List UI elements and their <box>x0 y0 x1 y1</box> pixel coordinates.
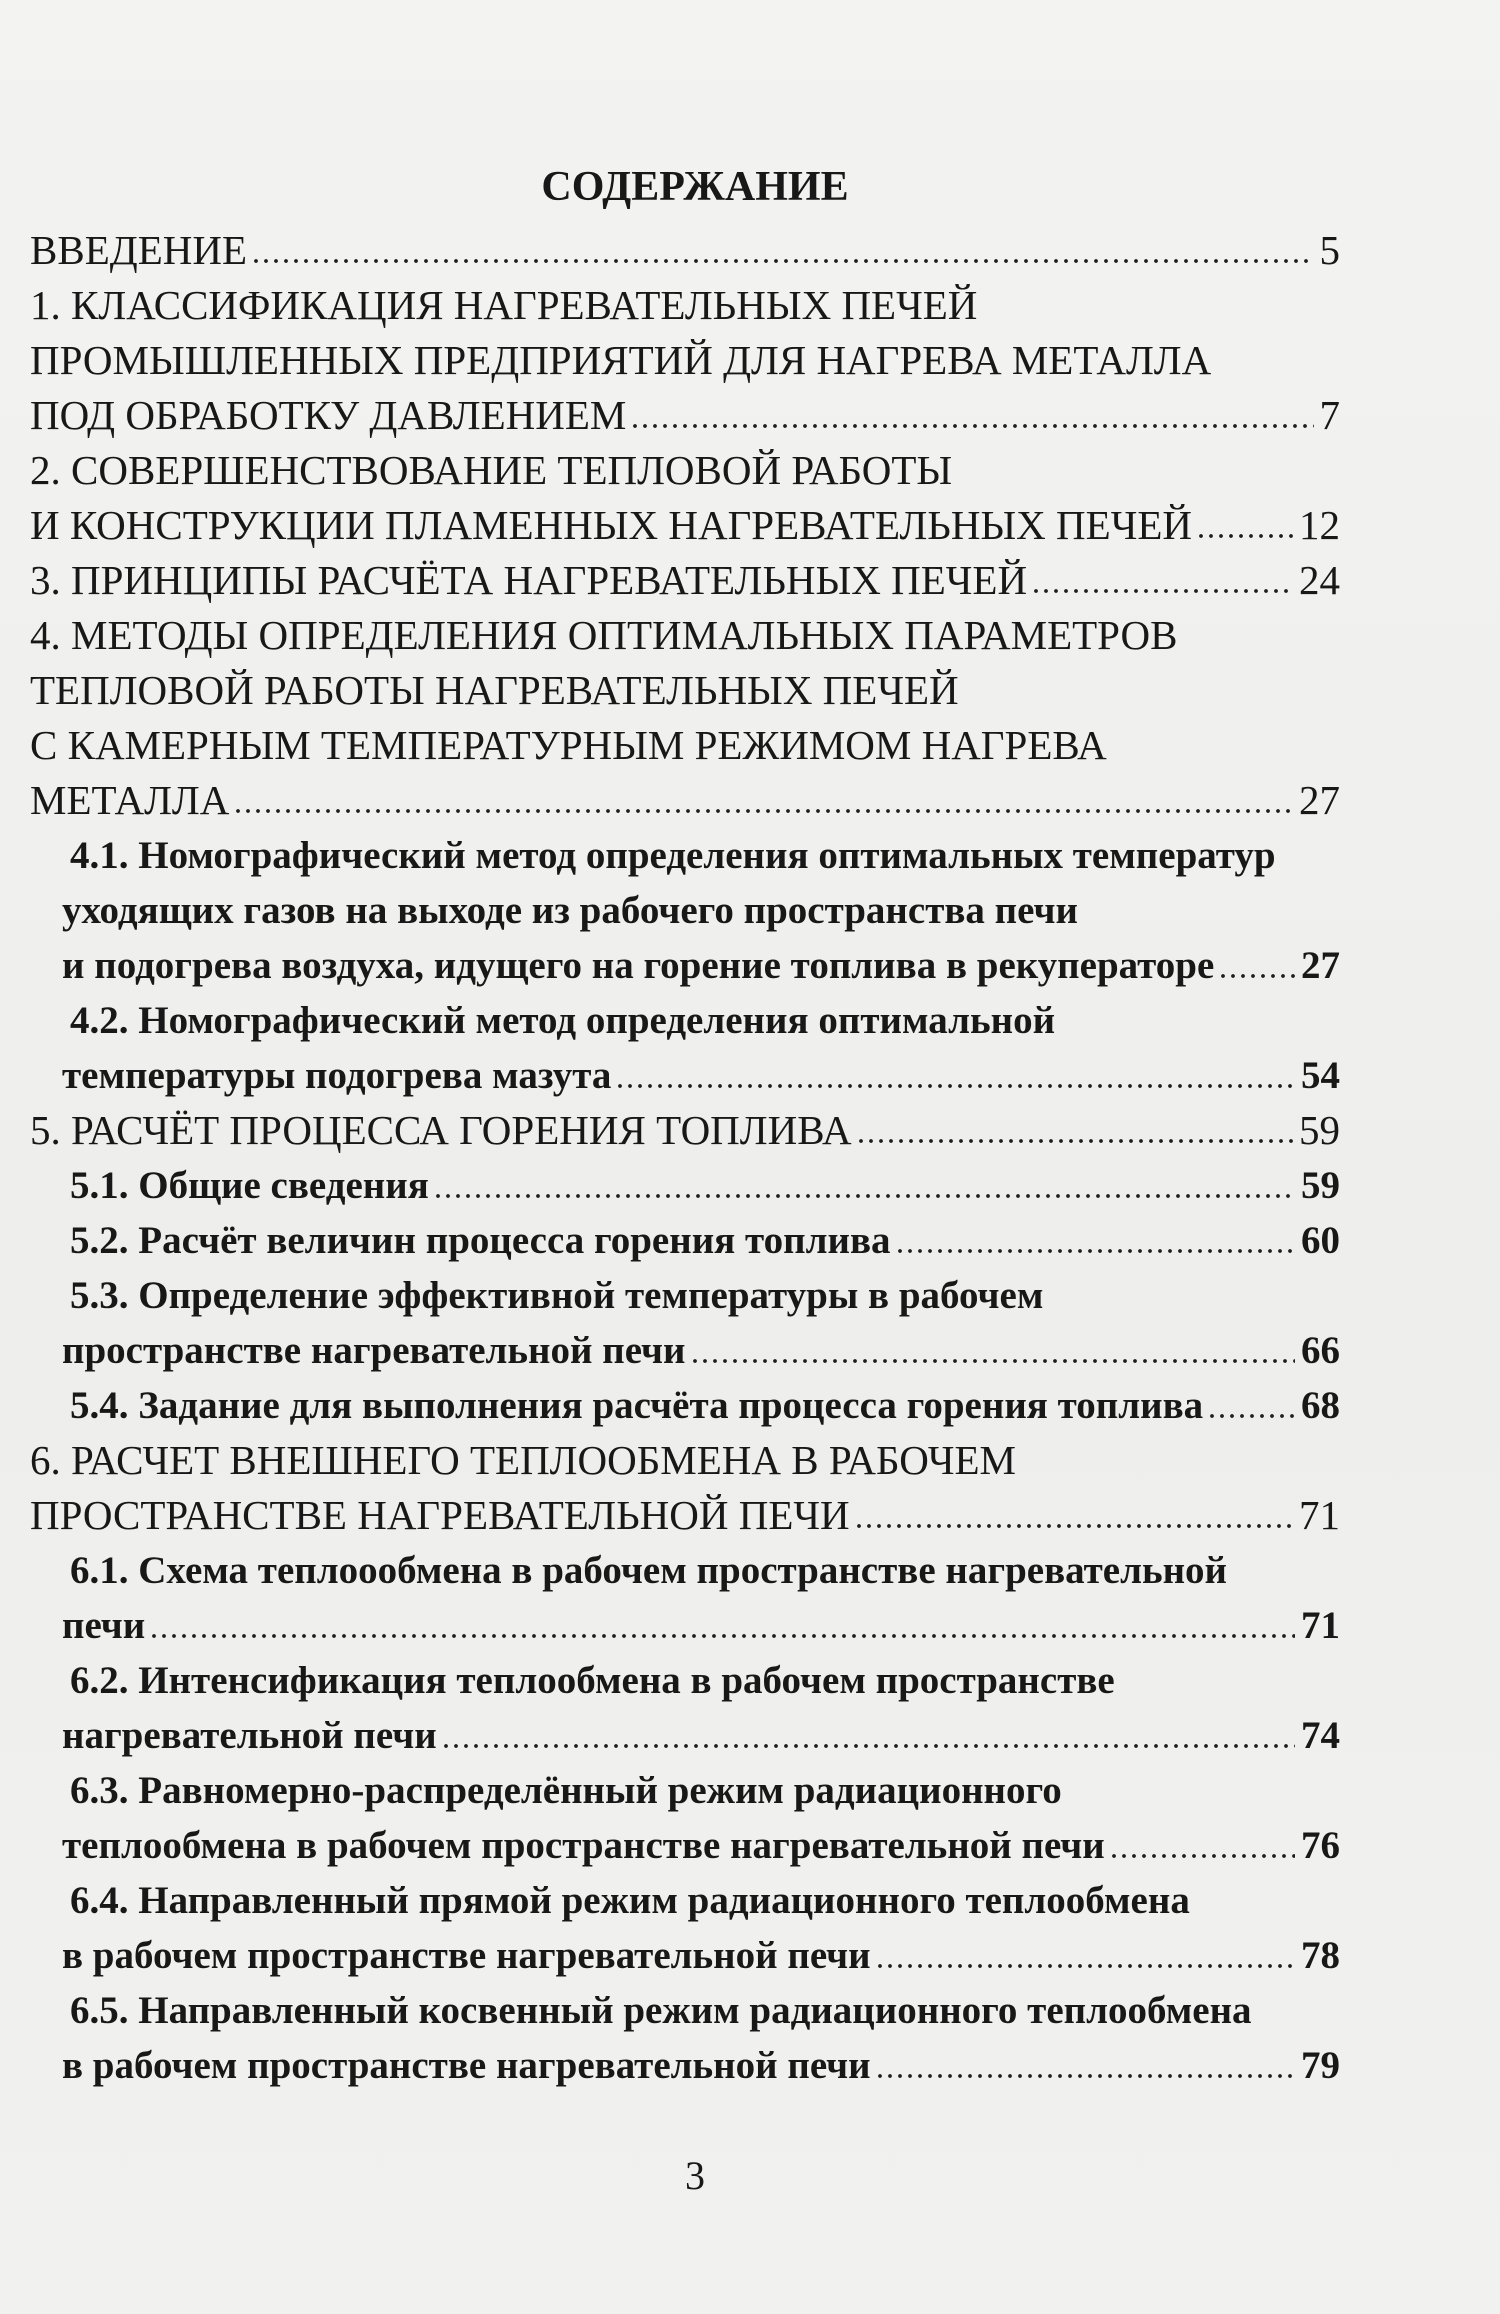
toc-line-text: 5.4. Задание для выполнения расчёта процесса горения топлива <box>70 1384 1204 1427</box>
dot-leader <box>1207 1378 1295 1433</box>
toc-section <box>30 828 1340 993</box>
page-number: 3 <box>685 2153 705 2198</box>
toc-page-number: 76 <box>1301 1824 1340 1867</box>
page-title: СОДЕРЖАНИЕ <box>541 164 849 210</box>
toc-section <box>30 993 1340 1103</box>
toc-line <box>30 938 1340 993</box>
toc-line-text: уходящих газов на выходе из рабочего пространства печи <box>62 889 1078 932</box>
dot-leader <box>1109 1818 1295 1873</box>
toc-line <box>30 1928 1340 1983</box>
dot-leader <box>875 1928 1295 1983</box>
toc-line <box>30 223 1340 278</box>
dot-leader <box>149 1598 1295 1653</box>
toc-line-text: 4. МЕТОДЫ ОПРЕДЕЛЕНИЯ ОПТИМАЛЬНЫХ ПАРАМЕТРОВ <box>30 612 1178 658</box>
toc-line <box>30 498 1340 553</box>
dot-leader <box>1031 553 1293 608</box>
toc-page-number: 5 <box>1319 227 1340 273</box>
toc-page-number: 74 <box>1301 1714 1340 1757</box>
toc-page-number: 71 <box>1299 1492 1340 1538</box>
toc-line-text: ВВЕДЕНИЕ <box>30 227 248 273</box>
toc-line <box>30 608 1340 663</box>
table-of-contents <box>30 223 1340 2093</box>
toc-section <box>30 1213 1340 1268</box>
toc-line-text: ПРОМЫШЛЕННЫХ ПРЕДПРИЯТИЙ ДЛЯ НАГРЕВА МЕТАЛЛА <box>30 337 1212 383</box>
toc-line-text: ТЕПЛОВОЙ РАБОТЫ НАГРЕВАТЕЛЬНЫХ ПЕЧЕЙ <box>30 667 959 713</box>
toc-line <box>30 718 1340 773</box>
toc-line-text: теплообмена в рабочем пространстве нагревательной печи <box>62 1824 1105 1867</box>
toc-line <box>30 828 1340 883</box>
toc-line <box>30 1708 1340 1763</box>
toc-line-text: в рабочем пространстве нагревательной печи <box>62 2044 871 2087</box>
toc-line-text: 5.2. Расчёт величин процесса горения топлива <box>70 1219 891 1262</box>
dot-leader <box>433 1158 1295 1213</box>
toc-chapter <box>30 608 1340 1103</box>
toc-line <box>30 663 1340 718</box>
toc-line <box>30 2038 1340 2093</box>
toc-line-text: 6.3. Равномерно-распределённый режим радиационного <box>70 1769 1062 1812</box>
toc-line-text: 6.5. Направленный косвенный режим радиационного теплообмена <box>70 1989 1252 2032</box>
toc-line <box>30 883 1340 938</box>
toc-line-text: 3. ПРИНЦИПЫ РАСЧЁТА НАГРЕВАТЕЛЬНЫХ ПЕЧЕЙ <box>30 557 1028 603</box>
toc-section <box>30 1873 1340 1983</box>
toc-chapter <box>30 1433 1340 2093</box>
toc-line-text: С КАМЕРНЫМ ТЕМПЕРАТУРНЫМ РЕЖИМОМ НАГРЕВА <box>30 722 1107 768</box>
toc-section <box>30 1653 1340 1763</box>
toc-line-text: ПОД ОБРАБОТКУ ДАВЛЕНИЕМ <box>30 392 627 438</box>
dot-leader <box>875 2038 1295 2093</box>
toc-line-text: нагревательной печи <box>62 1714 437 1757</box>
toc-line <box>30 1598 1340 1653</box>
toc-line <box>30 1543 1340 1598</box>
toc-line <box>30 1158 1340 1213</box>
toc-page-number: 27 <box>1301 944 1340 987</box>
toc-line <box>30 1873 1340 1928</box>
toc-line-text: 6.2. Интенсификация теплообмена в рабочем пространстве <box>70 1659 1115 1702</box>
toc-line <box>30 1213 1340 1268</box>
toc-chapter <box>30 553 1340 608</box>
dot-leader <box>615 1048 1295 1103</box>
toc-page-number: 60 <box>1301 1219 1340 1262</box>
toc-section <box>30 1268 1340 1378</box>
toc-line-text: 1. КЛАССИФИКАЦИЯ НАГРЕВАТЕЛЬНЫХ ПЕЧЕЙ <box>30 282 978 328</box>
toc-line <box>30 1763 1340 1818</box>
dot-leader <box>856 1103 1293 1158</box>
toc-page-number: 12 <box>1299 502 1340 548</box>
toc-line <box>30 553 1340 608</box>
toc-line <box>30 1268 1340 1323</box>
dot-leader <box>251 223 1313 278</box>
toc-line <box>30 1433 1340 1488</box>
toc-line-text: ПРОСТРАНСТВЕ НАГРЕВАТЕЛЬНОЙ ПЕЧИ <box>30 1492 850 1538</box>
toc-section <box>30 1158 1340 1213</box>
toc-page-number: 27 <box>1299 777 1340 823</box>
toc-line-text: температуры подогрева мазута <box>62 1054 612 1097</box>
toc-line-text: печи <box>62 1604 146 1647</box>
toc-page-number: 59 <box>1301 1164 1340 1207</box>
toc-chapter <box>30 1103 1340 1433</box>
toc-line <box>30 1818 1340 1873</box>
toc-line-text: в рабочем пространстве нагревательной печи <box>62 1934 871 1977</box>
toc-page-number: 71 <box>1301 1604 1340 1647</box>
toc-section <box>30 1543 1340 1653</box>
toc-section <box>30 1763 1340 1873</box>
dot-leader <box>630 388 1313 443</box>
toc-line-text: И КОНСТРУКЦИИ ПЛАМЕННЫХ НАГРЕВАТЕЛЬНЫХ ПЕЧЕЙ <box>30 502 1192 548</box>
toc-page-number: 59 <box>1299 1107 1340 1153</box>
dot-leader <box>854 1488 1293 1543</box>
dot-leader <box>441 1708 1295 1763</box>
toc-line <box>30 993 1340 1048</box>
toc-line-text: 4.1. Номографический метод определения оптимальных температур <box>70 834 1276 877</box>
toc-line <box>30 388 1340 443</box>
toc-line <box>30 773 1340 828</box>
toc-page-number: 54 <box>1301 1054 1340 1097</box>
toc-line <box>30 1103 1340 1158</box>
toc-line-text: 2. СОВЕРШЕНСТВОВАНИЕ ТЕПЛОВОЙ РАБОТЫ <box>30 447 953 493</box>
toc-page-number: 66 <box>1301 1329 1340 1372</box>
toc-chapter <box>30 278 1340 443</box>
toc-line <box>30 1323 1340 1378</box>
toc-line-text: и подогрева воздуха, идущего на горение топлива в рекуператоре <box>62 944 1215 987</box>
dot-leader <box>690 1323 1295 1378</box>
toc-line-text: 5. РАСЧЁТ ПРОЦЕССА ГОРЕНИЯ ТОПЛИВА <box>30 1107 852 1153</box>
toc-page-number: 24 <box>1299 557 1340 603</box>
toc-line-text: 5.3. Определение эффективной температуры в рабочем <box>70 1274 1044 1317</box>
toc-section <box>30 1378 1340 1433</box>
toc-line-text: 6.1. Схема теплоообмена в рабочем пространстве нагревательной <box>70 1549 1228 1592</box>
toc-line <box>30 1378 1340 1433</box>
toc-page-number: 68 <box>1301 1384 1340 1427</box>
toc-line <box>30 1048 1340 1103</box>
toc-line-text: 4.2. Номографический метод определения оптимальной <box>70 999 1056 1042</box>
toc-line-text: пространстве нагревательной печи <box>62 1329 686 1372</box>
toc-line <box>30 278 1340 333</box>
toc-line-text: 6.4. Направленный прямой режим радиационного теплообмена <box>70 1879 1190 1922</box>
toc-chapter <box>30 223 1340 278</box>
dot-leader <box>895 1213 1295 1268</box>
toc-line <box>30 1983 1340 2038</box>
toc-line-text: 5.1. Общие сведения <box>70 1164 429 1207</box>
dot-leader <box>1218 938 1295 993</box>
toc-line-text: 6. РАСЧЕТ ВНЕШНЕГО ТЕПЛООБМЕНА В РАБОЧЕМ <box>30 1437 1016 1483</box>
toc-section <box>30 1983 1340 2093</box>
dot-leader <box>1196 498 1293 553</box>
toc-line <box>30 333 1340 388</box>
toc-chapter <box>30 443 1340 553</box>
dot-leader <box>233 773 1293 828</box>
toc-page-number: 79 <box>1301 2044 1340 2087</box>
toc-page-number: 78 <box>1301 1934 1340 1977</box>
toc-line <box>30 443 1340 498</box>
toc-page-number: 7 <box>1319 392 1340 438</box>
toc-line <box>30 1653 1340 1708</box>
toc-line <box>30 1488 1340 1543</box>
toc-line-text: МЕТАЛЛА <box>30 777 230 823</box>
